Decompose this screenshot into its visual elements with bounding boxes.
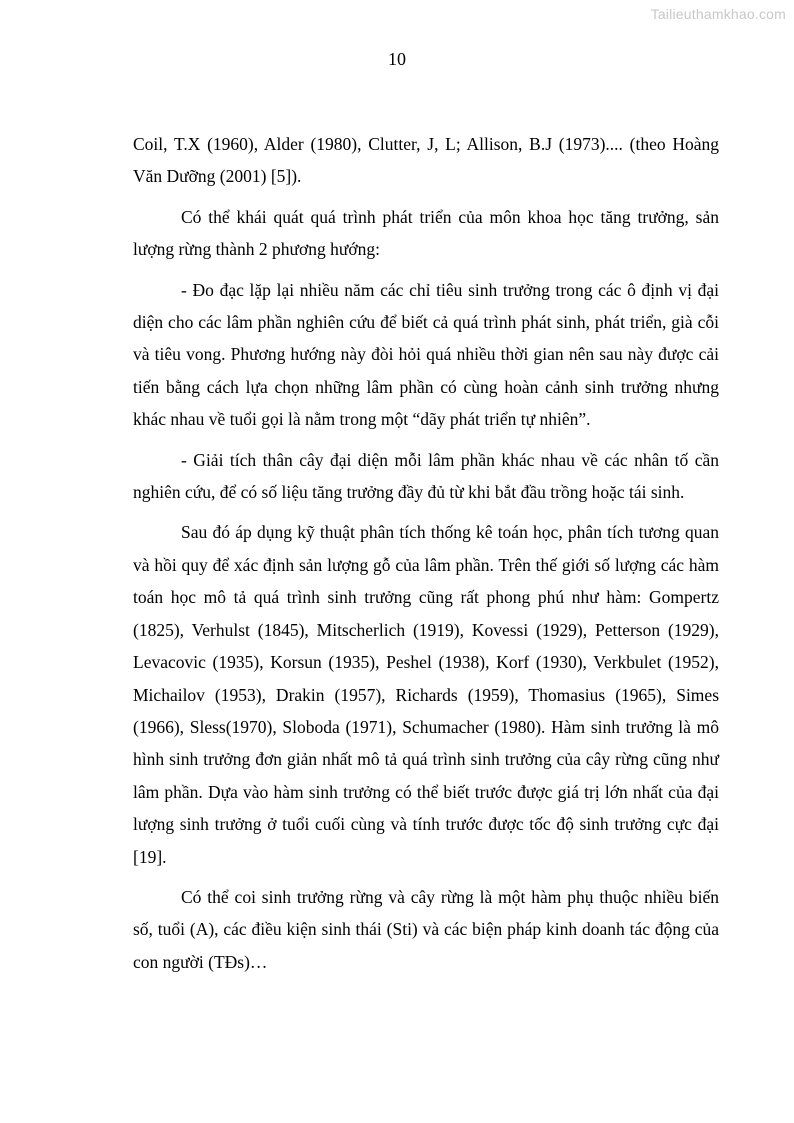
paragraph-direction-one: - Đo đạc lặp lại nhiều năm các chỉ tiêu sinh trưởng trong các ô định vị đại diện cho các lâm phần nghiên cứu để biết cả quá trình phát sinh, phát triển, già cỗi và tiêu vong. Phương hướng này đòi hỏi quá nhiều thời gian nên sau này được cải tiến bằng cách lựa chọn những lâm phần có cùng hoàn cảnh sinh trưởng nhưng khác nhau về tuổi gọi là nằm trong một “dãy phát triển tự nhiên”. <box>133 279 719 430</box>
paragraph-citation-continuation: Coil, T.X (1960), Alder (1980), Clutter, J, L; Allison, B.J (1973).... (theo Hoàng Văn Dưỡng (2001) [5]). <box>133 134 719 187</box>
page-number: 10 <box>388 49 406 69</box>
paragraph-growth-model: Có thể coi sinh trưởng rừng và cây rừng là một hàm phụ thuộc nhiều biến số, tuổi (A), các điều kiện sinh thái (Sti) và các biện pháp kinh doanh tác động của con người (TĐs)… <box>133 886 719 972</box>
watermark: Tailieuthamkhao.com <box>650 6 786 22</box>
document-body <box>133 128 719 986</box>
paragraph-growth-functions: Sau đó áp dụng kỹ thuật phân tích thống kê toán học, phân tích tương quan và hồi quy để xác định sản lượng gỗ của lâm phần. Trên thế giới số lượng các hàm toán học mô tả quá trình sinh trưởng cũng rất phong phú như hàm: Gompertz (1825), Verhulst (1845), Mitscherlich (1919), Kovessi (1929), Petterson (1929), Levacovic (1935), Korsun (1935), Peshel (1938), Korf (1930), Verkbulet (1952), Michailov (1953), Drakin (1957), Richards (1959), Thomasius (1965), Simes (1966), Sless(1970), Sloboda (1971), Schumacher (1980). Hàm sinh trưởng là mô hình sinh trưởng đơn giản nhất mô tả quá trình sinh trưởng của cây rừng cũng như lâm phần. Dựa vào hàm sinh trưởng có thể biết trước được giá trị lớn nhất của đại lượng sinh trưởng ở tuổi cuối cùng và tính trước được tốc độ sinh trưởng cực đại [19]. <box>133 522 719 867</box>
paragraph-direction-two: - Giải tích thân cây đại diện mỗi lâm phần khác nhau về các nhân tố cần nghiên cứu, để có số liệu tăng trưởng đầy đủ từ khi bắt đầu trồng hoặc tái sinh. <box>133 449 719 503</box>
paragraph-overview: Có thể khái quát quá trình phát triển của môn khoa học tăng trưởng, sản lượng rừng thành 2 phương hướng: <box>133 206 719 260</box>
